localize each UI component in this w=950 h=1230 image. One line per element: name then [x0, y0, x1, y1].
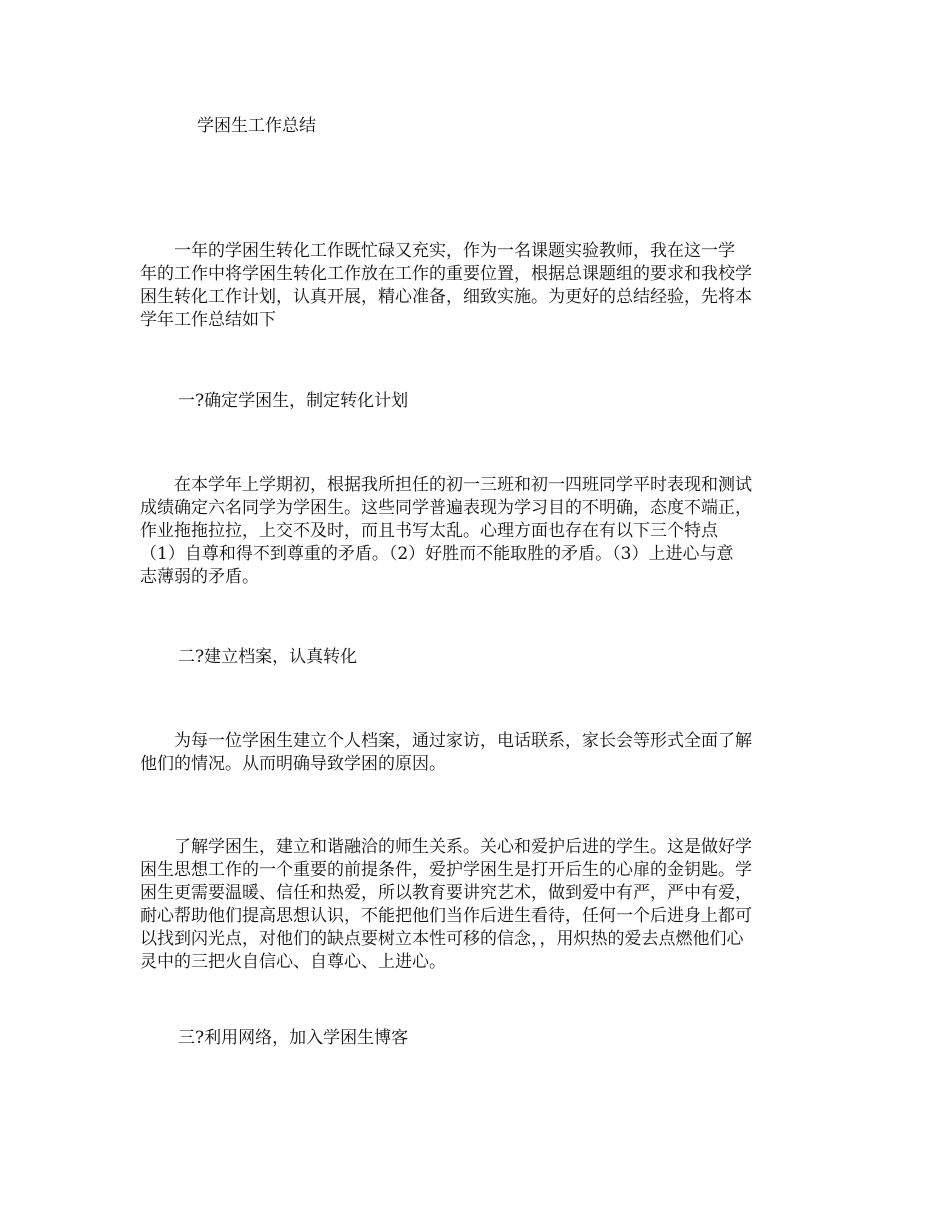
section-1-heading: 一?确定学困生，制定转化计划 [178, 391, 409, 411]
section-2-paragraph-2 [140, 836, 815, 974]
paragraph-line: 在本学年上学期初，根据我所担任的初一三班和初一四班同学平时表现和测试 [140, 475, 752, 495]
paragraph-line: 年的工作中将学困生转化工作放在工作的重要位置，根据总课题组的要求和我校学 [140, 264, 752, 284]
paragraph-line: 困生思想工作的一个重要的前提条件，爱护学困生是打开后生的心扉的金钥匙。学 [140, 860, 752, 880]
section-2-paragraph-1 [140, 730, 815, 776]
paragraph-line: 他们的情况。从而明确导致学困的原因。 [140, 754, 446, 774]
document-title: 学困生工作总结 [197, 116, 316, 136]
paragraph-line: 灵中的三把火自信心、自尊心、上进心。 [140, 952, 446, 972]
paragraph-line: 作业拖拖拉拉，上交不及时，而且书写太乱。心理方面也存在有以下三个特点 [140, 521, 718, 541]
paragraph-line: 一年的学困生转化工作既忙碌又充实，作为一名课题实验教师，我在这一学 [140, 241, 735, 261]
paragraph-line: 成绩确定六名同学为学困生。这些同学普遍表现为学习目的不明确，态度不端正， [140, 498, 752, 518]
intro-paragraph [140, 240, 815, 332]
paragraph-line: （1）自尊和得不到尊重的矛盾。（2）好胜而不能取胜的矛盾。（3）上进心与意 [140, 544, 734, 564]
section-1-paragraph [140, 474, 815, 589]
paragraph-line: 以找到闪光点，对他们的缺点要树立本性可移的信念，，用炽热的爱去点燃他们心 [140, 929, 744, 949]
paragraph-line: 困生更需要温暖、信任和热爱，所以教育要讲究艺术，做到爱中有严，严中有爱， [140, 883, 752, 903]
section-2-heading: 二?建立档案，认真转化 [178, 647, 358, 667]
paragraph-line: 学年工作总结如下 [140, 310, 276, 330]
paragraph-line: 志薄弱的矛盾。 [140, 567, 259, 587]
section-3-heading: 三?利用网络，加入学困生博客 [178, 1028, 409, 1048]
paragraph-line: 困生转化工作计划，认真开展，精心准备，细致实施。为更好的总结经验，先将本 [140, 287, 752, 307]
paragraph-line: 为每一位学困生建立个人档案，通过家访，电话联系，家长会等形式全面了解 [140, 731, 752, 751]
paragraph-line: 耐心帮助他们提高思想认识，不能把他们当作后进生看待，任何一个后进身上都可 [140, 906, 752, 926]
paragraph-line: 了解学困生，建立和谐融洽的师生关系。关心和爱护后进的学生。这是做好学 [140, 837, 752, 857]
